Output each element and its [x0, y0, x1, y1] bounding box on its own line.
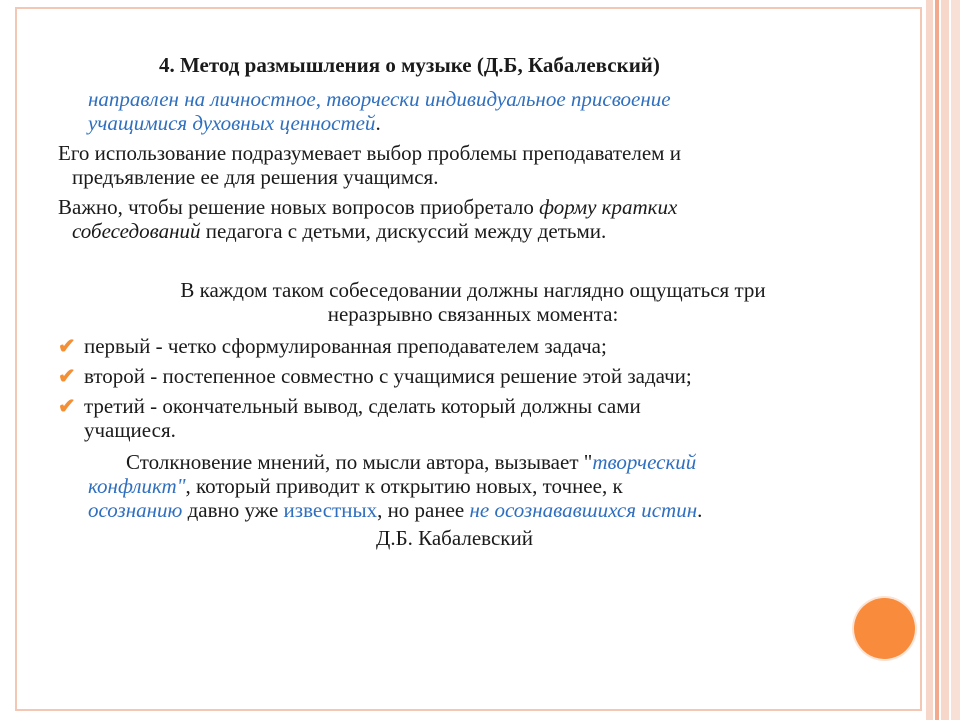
definition-line-2 [58, 111, 888, 135]
para1-line-2: предъявление ее для решения учащимся. [72, 165, 439, 189]
slide-heading: 4. Метод размышления о музыке (Д.Б, Кабалевский) [159, 53, 660, 77]
para3-line-1: В каждом таком собеседовании должны наглядно ощущаться три [180, 278, 766, 302]
para2-line-1 [58, 195, 888, 219]
bullet-item-1 [58, 334, 888, 358]
check-icon: ✔ [58, 364, 76, 388]
decor-stripe [951, 0, 960, 720]
quote-text: давно уже [182, 498, 284, 522]
quote-text: Столкновение мнений, по мысли автора, вызывает " [126, 450, 593, 474]
quote-line-1 [58, 450, 888, 474]
bullet-text: второй - постепенное совместно с учащимися решение этой задачи; [84, 364, 692, 388]
quote-text: , который приводит к открытию новых, точнее, к [185, 474, 623, 498]
decor-stripe [935, 0, 939, 720]
para1-line-1: Его использование подразумевает выбор проблемы преподавателем и [58, 141, 681, 165]
quote-italic: конфликт" [88, 474, 186, 498]
quote-text: . [697, 498, 703, 522]
bullet-text: третий - окончательный вывод, сделать который должны сами [84, 394, 641, 418]
quote-italic: не осознававшихся истин [469, 498, 698, 522]
para2-text: Важно, чтобы решение новых вопросов приобретало [58, 195, 540, 219]
definition-tail: . [375, 111, 381, 135]
bullet-item-3 [58, 394, 888, 418]
check-icon: ✔ [58, 334, 76, 358]
quote-author: Д.Б. Кабалевский [376, 526, 533, 550]
check-icon: ✔ [58, 394, 76, 418]
definition-italic: учащимися духовных ценностей [88, 111, 376, 135]
bullet-item-3-cont: учащиеся. [84, 418, 176, 442]
quote-italic: творческий [592, 450, 697, 474]
decor-circle [854, 598, 915, 659]
para3-line-2: неразрывно связанных момента: [327, 302, 619, 326]
para2-italic-2: собеседований [72, 219, 201, 243]
para2-italic: форму кратких [539, 195, 678, 219]
quote-line-3 [58, 498, 888, 522]
definition-line-1: направлен на личностное, творчески индивидуальное присвоение [88, 87, 671, 111]
decor-stripe [941, 0, 949, 720]
quote-italic: осознанию [88, 498, 183, 522]
decor-stripe [926, 0, 933, 720]
slide-content [58, 53, 888, 550]
quote-text: , но ранее [377, 498, 470, 522]
quote-line-2 [58, 474, 888, 498]
bullet-text: первый - четко сформулированная преподавателем задача; [84, 334, 607, 358]
para2-line-2 [58, 219, 888, 243]
para2-tail: педагога с детьми, дискуссий между детьми. [200, 219, 607, 243]
quote-blue: известных [283, 498, 378, 522]
bullet-item-2 [58, 364, 888, 388]
